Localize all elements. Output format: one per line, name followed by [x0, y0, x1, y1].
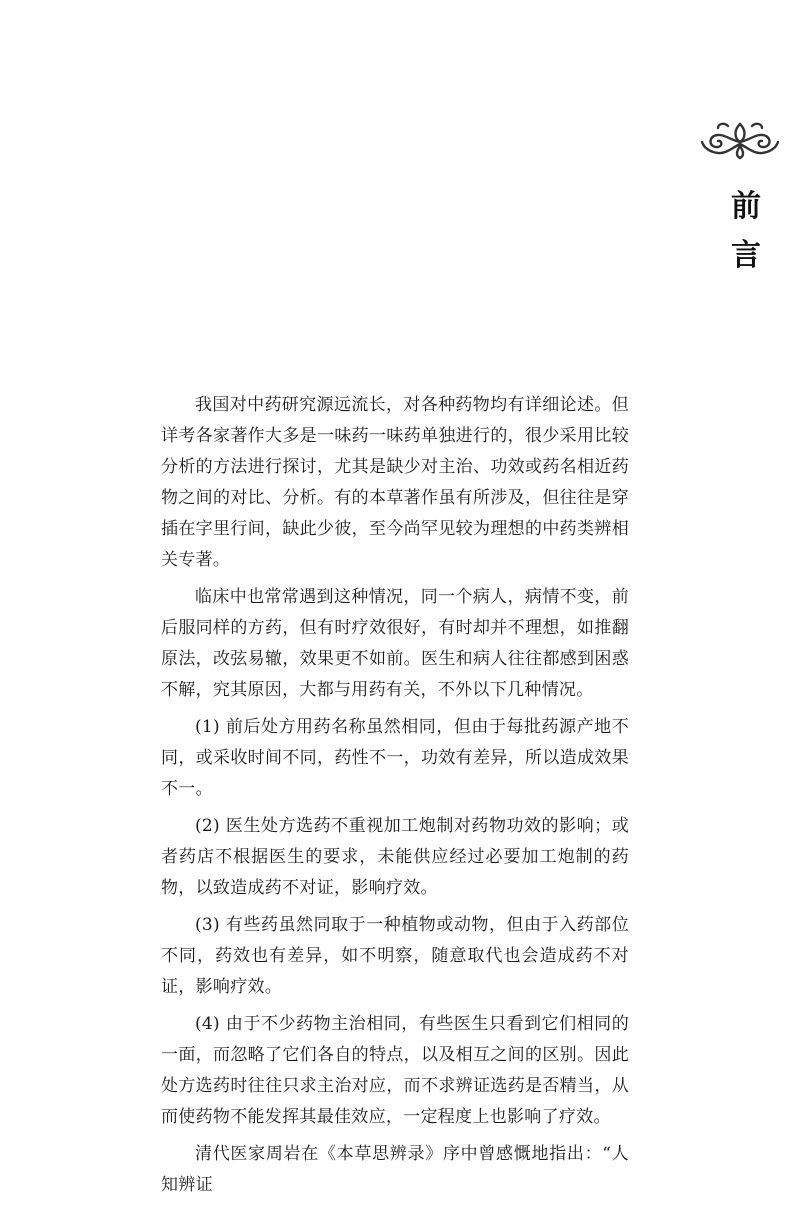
paragraph-1: 我国对中药研究源远流长，对各种药物均有详细论述。但详考各家著作大多是一味药一味药单独进行的，很少采用比较分析的方法进行探讨，尤其是缺少对主治、功效或药名相近药物之间的对比、分析。有的本草著作虽有所涉及，但往往是穿插在字里行间，缺此少彼，至今尚罕见较为理想的中药类辨相关专著。	[161, 395, 629, 570]
preface-body	[161, 390, 629, 1207]
heading-char-qian: 前	[731, 189, 761, 224]
floral-scroll-ornament-icon	[700, 118, 780, 162]
heading-char-yan: 言	[731, 238, 761, 273]
paragraph-5: (3) 有些药虽然同取于一种植物或动物，但由于入药部位不同，药效也有差异，如不明察，随意取代也会造成药不对证，影响疗效。	[161, 915, 629, 997]
paragraph-4: (2) 医生处方选药不重视加工炮制对药物功效的影响；或者药店不根据医生的要求，未能供应经过必要加工炮制的药物，以致造成药不对证，影响疗效。	[161, 816, 629, 898]
paragraph-2: 临床中也常常遇到这种情况，同一个病人，病情不变，前后服同样的方药，但有时疗效很好，有时却并不理想，如推翻原法，改弦易辙，效果更不如前。医生和病人往往都感到困惑不解，究其原因，大都与用药有关，不外以下几种情况。	[161, 587, 629, 700]
paragraph-3: (1) 前后处方用药名称虽然相同，但由于每批药源产地不同，或采收时间不同，药性不一，功效有差异，所以造成效果不一。	[161, 717, 629, 799]
paragraph-7: 清代医家周岩在《本草思辨录》序中曾感慨地指出：“人知辨证	[161, 1144, 629, 1195]
paragraph-6: (4) 由于不少药物主治相同，有些医生只看到它们相同的一面，而忽略了它们各自的特点，以及相互之间的区别。因此处方选药时往往只求主治对应，而不求辨证选药是否精当，从而使药物不能发挥其最佳效应，一定程度上也影响了疗效。	[161, 1014, 629, 1127]
